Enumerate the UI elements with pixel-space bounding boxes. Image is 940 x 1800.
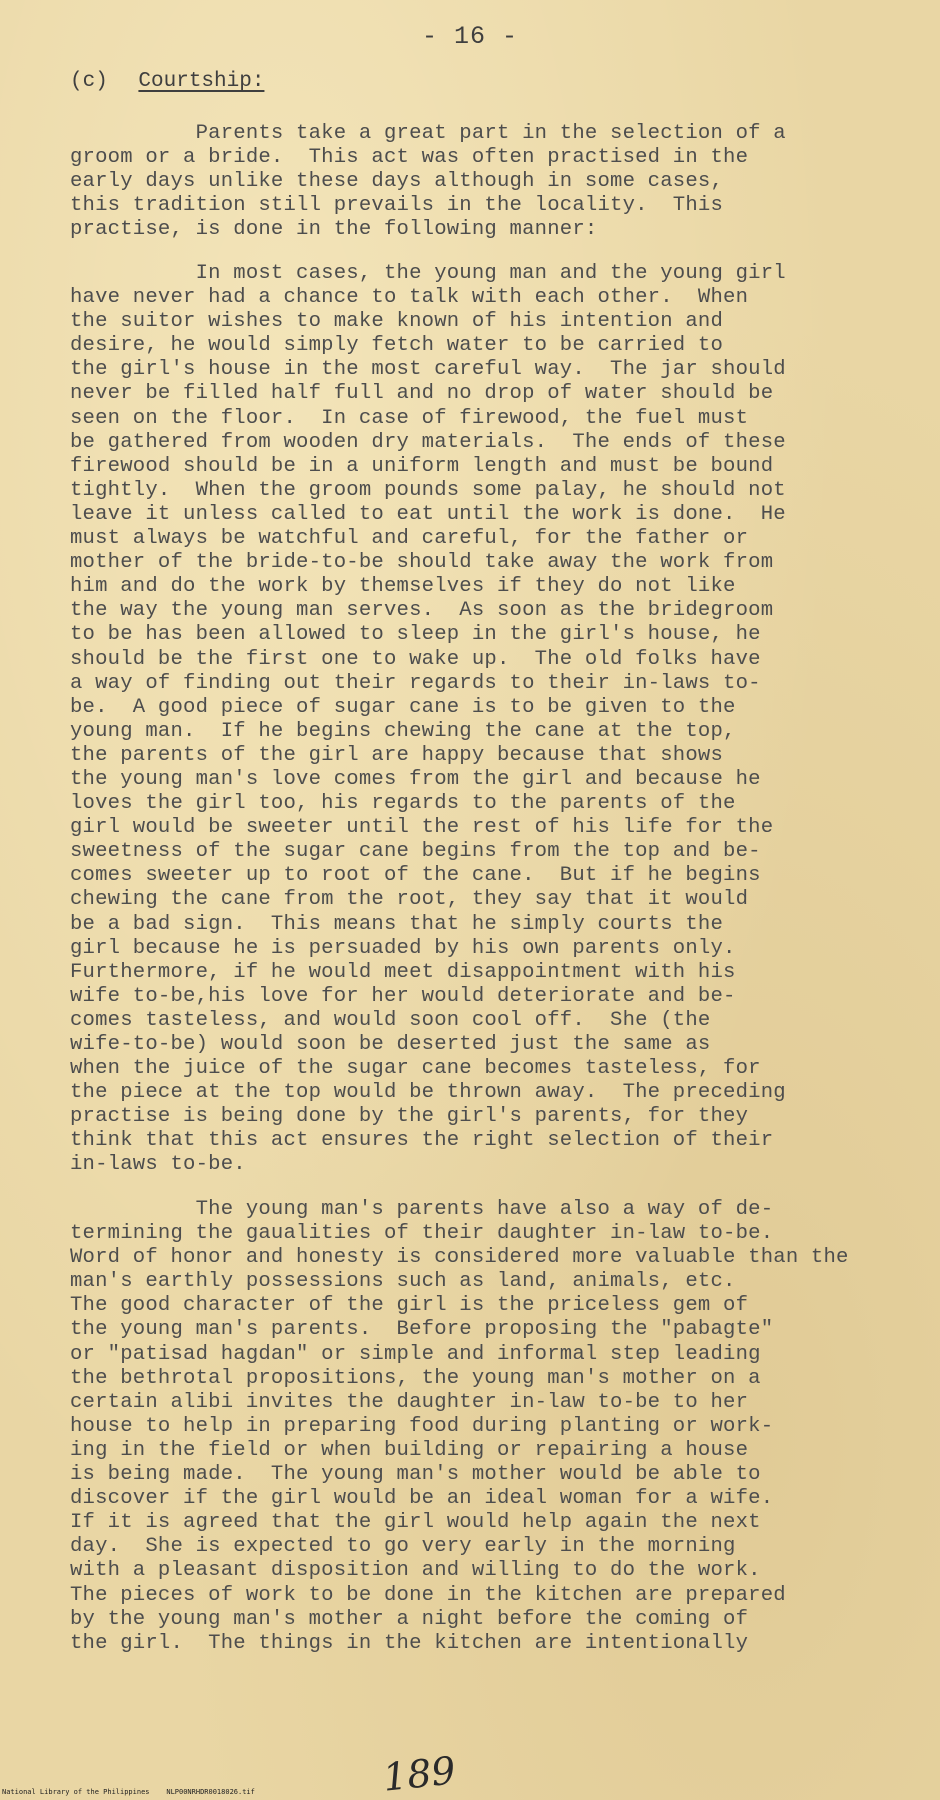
text-line: should be the first one to wake up. The old folks have — [70, 647, 761, 671]
text-line: the young man's parents. Before proposing the "pabagte" — [70, 1318, 774, 1342]
text-line: discover if the girl would be an ideal woman for a wife. — [70, 1487, 774, 1511]
text-line: In most cases, the young man and the young girl — [70, 262, 786, 285]
text-line: wife-to-be) would soon be deserted just the same as — [70, 1033, 711, 1056]
text-line: this tradition still prevails in the locality. This — [70, 194, 724, 218]
text-line: with a pleasant disposition and willing to do the work. — [70, 1559, 761, 1583]
text-line: desire, he would simply fetch water to be carried to — [70, 334, 724, 358]
text-line: the parents of the girl are happy because that shows — [70, 743, 724, 767]
text-line: or "patisad hagdan" or simple and informal step leading — [70, 1342, 761, 1366]
text-line: certain alibi invites the daughter in-law to-be to her — [70, 1390, 749, 1414]
text-line: young man. If he begins chewing the cane at the top, — [70, 719, 736, 743]
text-line: Furthermore, if he would meet disappointment with his — [70, 960, 736, 984]
text-line: girl because he is persuaded by his own parents only. — [70, 936, 736, 960]
text-line: tightly. When the groom pounds some palay, he should not — [70, 478, 786, 502]
text-line: early days unlike these days although in some cases, — [70, 170, 724, 194]
text-line: be gathered from wooden dry materials. The ends of these — [70, 430, 786, 454]
text-line: when the juice of the sugar cane becomes tasteless, for — [70, 1057, 761, 1081]
text-line: practise, is done in the following manner: — [70, 218, 598, 242]
text-line: by the young man's mother a night before the coming of — [70, 1607, 749, 1631]
paragraph-suitor-service — [70, 262, 900, 1178]
text-line: groom or a bride. This act was often practised in the — [70, 146, 749, 170]
text-line: Word of honor and honesty is considered more valuable than the — [70, 1246, 849, 1270]
text-line: ing in the field or when building or repairing a house — [70, 1438, 749, 1462]
text-line: day. She is expected to go very early in the morning — [70, 1535, 736, 1559]
text-line: comes tasteless, and would soon cool off. She (the — [70, 1008, 711, 1032]
text-line: him and do the work by themselves if they do not like — [70, 575, 736, 599]
text-line: girl would be sweeter until the rest of his life for the — [70, 816, 774, 840]
section-title: Courtship: — [138, 70, 265, 93]
text-line: termining the gaualities of their daughter in-law to-be. — [70, 1222, 774, 1246]
text-line: be a bad sign. This means that he simply courts the — [70, 912, 724, 936]
text-line: in-laws to-be. — [70, 1153, 246, 1177]
handwritten-folio-number: 189 — [380, 1748, 458, 1800]
text-line: the piece at the top would be thrown away. The preceding — [70, 1081, 786, 1105]
text-line: man's earthly possessions such as land, animals, etc. — [70, 1270, 736, 1294]
text-line: is being made. The young man's mother would be able to — [70, 1463, 761, 1487]
text-line: Parents take a great part in the selection of a — [70, 122, 786, 145]
text-line: sweetness of the sugar cane begins from the top and be- — [70, 840, 761, 864]
text-line: The young man's parents have also a way of de- — [70, 1198, 774, 1221]
text-line: must always be watchful and careful, for the father or — [70, 527, 749, 551]
text-line: the way the young man serves. As soon as the bridegroom — [70, 599, 774, 623]
paragraph-selection-of-groom — [70, 122, 900, 242]
text-line: mother of the bride-to-be should take away the work from — [70, 551, 774, 575]
text-line: the bethrotal propositions, the young man's mother on a — [70, 1366, 761, 1390]
text-line: loves the girl too, his regards to the parents of the — [70, 792, 736, 816]
text-line: a way of finding out their regards to their in-laws to- — [70, 671, 761, 695]
archive-footer: National Library of the Philippines NLP00NRHDR0018026.tif — [2, 1788, 255, 1796]
text-line: wife to-be,his love for her would deteriorate and be- — [70, 984, 736, 1008]
text-line: house to help in preparing food during planting or work- — [70, 1414, 774, 1438]
text-line: think that this act ensures the right selection of their — [70, 1129, 774, 1153]
text-line: practise is being done by the girl's parents, for they — [70, 1105, 749, 1129]
text-line: to be has been allowed to sleep in the girl's house, he — [70, 623, 761, 647]
section-heading — [70, 70, 264, 93]
text-line: comes sweeter up to root of the cane. But if he begins — [70, 864, 761, 888]
text-line: be. A good piece of sugar cane is to be given to the — [70, 695, 736, 719]
text-line: the suitor wishes to make known of his intention and — [70, 310, 724, 334]
text-line: the girl's house in the most careful way. The jar should — [70, 358, 786, 382]
section-label: (c) — [70, 70, 108, 93]
paragraph-daughter-in-law-qualities — [70, 1198, 900, 1656]
text-line: leave it unless called to eat until the work is done. He — [70, 502, 786, 526]
text-line: chewing the cane from the root, they say that it would — [70, 888, 749, 912]
page-number: - 16 - — [421, 22, 518, 51]
text-line: If it is agreed that the girl would help again the next — [70, 1511, 761, 1535]
text-line: the girl. The things in the kitchen are intentionally — [70, 1631, 749, 1655]
text-line: have never had a chance to talk with each other. When — [70, 286, 749, 310]
text-line: never be filled half full and no drop of water should be — [70, 382, 774, 406]
text-line: seen on the floor. In case of firewood, the fuel must — [70, 406, 749, 430]
text-line: The good character of the girl is the priceless gem of — [70, 1294, 749, 1318]
text-line: The pieces of work to be done in the kitchen are prepared — [70, 1583, 786, 1607]
text-line: the young man's love comes from the girl and because he — [70, 767, 761, 791]
text-line: firewood should be in a uniform length and must be bound — [70, 454, 774, 478]
